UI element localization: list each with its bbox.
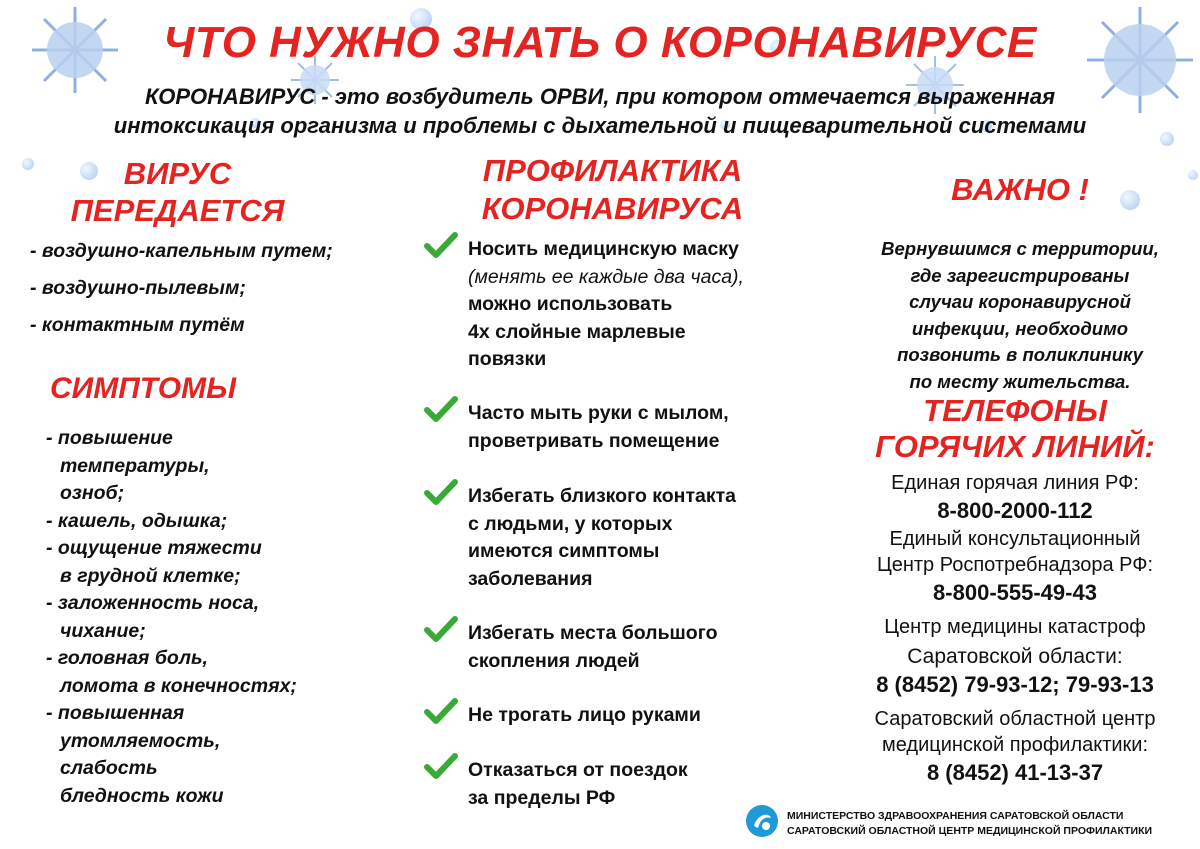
list-item: бледность кожи [60,784,224,807]
important-line: Вернувшимся с территории, [881,238,1159,259]
bubble-icon [22,158,34,170]
list-item: - повышение [46,427,173,449]
item-line: Носить медицинскую маску [468,238,739,260]
important-text [850,236,1190,395]
symptoms-heading: СИМПТОМЫ [50,372,237,405]
prevention-item [468,236,798,374]
hotline-label: Саратовской области: [907,645,1123,668]
hotline-number: 8-800-2000-112 [937,498,1093,523]
list-item: - головная боль, [46,647,208,669]
heading-line: ПЕРЕДАЕТСЯ [70,193,285,228]
prevention-heading [440,152,785,228]
footer-line: МИНИСТЕРСТВО ЗДРАВООХРАНЕНИЯ САРАТОВСКОЙ ОБЛАСТИ [787,810,1124,822]
item-line: Избегать близкого контакта [468,485,737,507]
intro-text [20,82,1180,140]
checkmark-icon [424,478,458,506]
item-line: скопления людей [468,649,640,672]
list-item: - кашель, одышка; [46,509,228,532]
footer-text [787,809,1152,839]
item-line: проветривать помещение [468,429,720,452]
important-line: позвонить в поликлинику [897,344,1143,365]
important-line: случаи коронавирусной [909,291,1131,312]
important-line: где зарегистрированы [910,264,1130,286]
item-line: имеются симптомы [468,540,660,562]
hotline-number: 8-800-555-49-43 [933,580,1097,605]
list-item: слабость [60,757,158,779]
list-item: - заложенность носа, [46,592,260,614]
hotlines-heading [845,393,1185,465]
item-line: Избегать места большого [468,622,718,644]
item-note: (менять ее каждые два часа), [468,265,744,288]
checkmark-icon [424,752,458,780]
prevention-item [468,702,798,730]
important-line: инфекции, необходимо [911,317,1129,339]
important-line: по месту жительства. [909,370,1131,392]
prevention-item [468,620,798,675]
list-item: чихание; [60,619,146,642]
transmission-list [30,240,400,351]
hotline-label: Центр Роспотребнадзора РФ: [876,554,1154,576]
heading-line: КОРОНАВИРУСА [481,191,744,226]
list-item: ломота в конечностях; [60,674,297,697]
intro-line: КОРОНАВИРУС - это возбудитель ОРВИ, при котором отмечается выраженная [144,84,1056,109]
prevention-item [468,483,798,593]
list-item: - воздушно-пылевым; [30,277,246,299]
list-item: - ощущение тяжести [46,537,262,559]
hotline-label: Единый консультационный [889,528,1141,550]
heading-line: ВИРУС [123,156,232,191]
footer-line: САРАТОВСКИЙ ОБЛАСТНОЙ ЦЕНТР МЕДИЦИНСКОЙ ПРОФИЛАКТИКИ [787,825,1153,837]
prevention-item [468,400,798,455]
list-item: температуры, [60,454,210,477]
item-line: повязки [468,348,547,370]
item-line: заболевания [468,567,593,590]
item-line: Отказаться от поездок [468,759,688,781]
item-line: с людьми, у которых [468,512,673,535]
list-item: в грудной клетке; [60,564,241,587]
heading-line: ПРОФИЛАКТИКА [482,153,743,188]
heading-line: ТЕЛЕФОНЫ [923,393,1107,428]
hotline-label: Саратовский областной центр [874,708,1156,730]
list-item: озноб; [60,482,125,504]
hotline-number: 8 (8452) 41-13-37 [926,760,1104,785]
ministry-logo-icon [745,804,779,838]
hotlines-list [845,470,1185,788]
important-heading: ВАЖНО ! [951,172,1089,207]
checkmark-icon [424,395,458,423]
hotline-number: 8 (8452) 79-93-12; 79-93-13 [876,672,1154,697]
checkmark-icon [424,231,458,259]
symptoms-list [46,425,376,810]
hotline-label: Центр медицины катастроф [884,616,1146,638]
item-line: Не трогать лицо руками [468,704,701,726]
transmission-heading [40,155,315,229]
intro-line: интоксикация организма и проблемы с дыхательной и пищеварительной системами [113,113,1087,138]
page-title: ЧТО НУЖНО ЗНАТЬ О КОРОНАВИРУСЕ [163,18,1037,67]
item-line: можно использовать [468,293,673,315]
checkmark-icon [424,697,458,725]
heading-line: ГОРЯЧИХ ЛИНИЙ: [875,429,1155,464]
item-line: 4х слойные марлевые [468,320,686,343]
checkmark-icon [424,615,458,643]
list-item: - воздушно-капельным путем; [30,240,333,262]
list-item: - контактным путём [30,314,245,336]
hotline-label: Единая горячая линия РФ: [891,472,1139,494]
item-line: за пределы РФ [468,786,616,809]
hotline-label: медицинской профилактики: [881,734,1149,756]
list-item: утомляемость, [60,729,221,752]
item-line: Часто мыть руки с мылом, [468,402,729,424]
list-item: - повышенная [46,702,185,724]
